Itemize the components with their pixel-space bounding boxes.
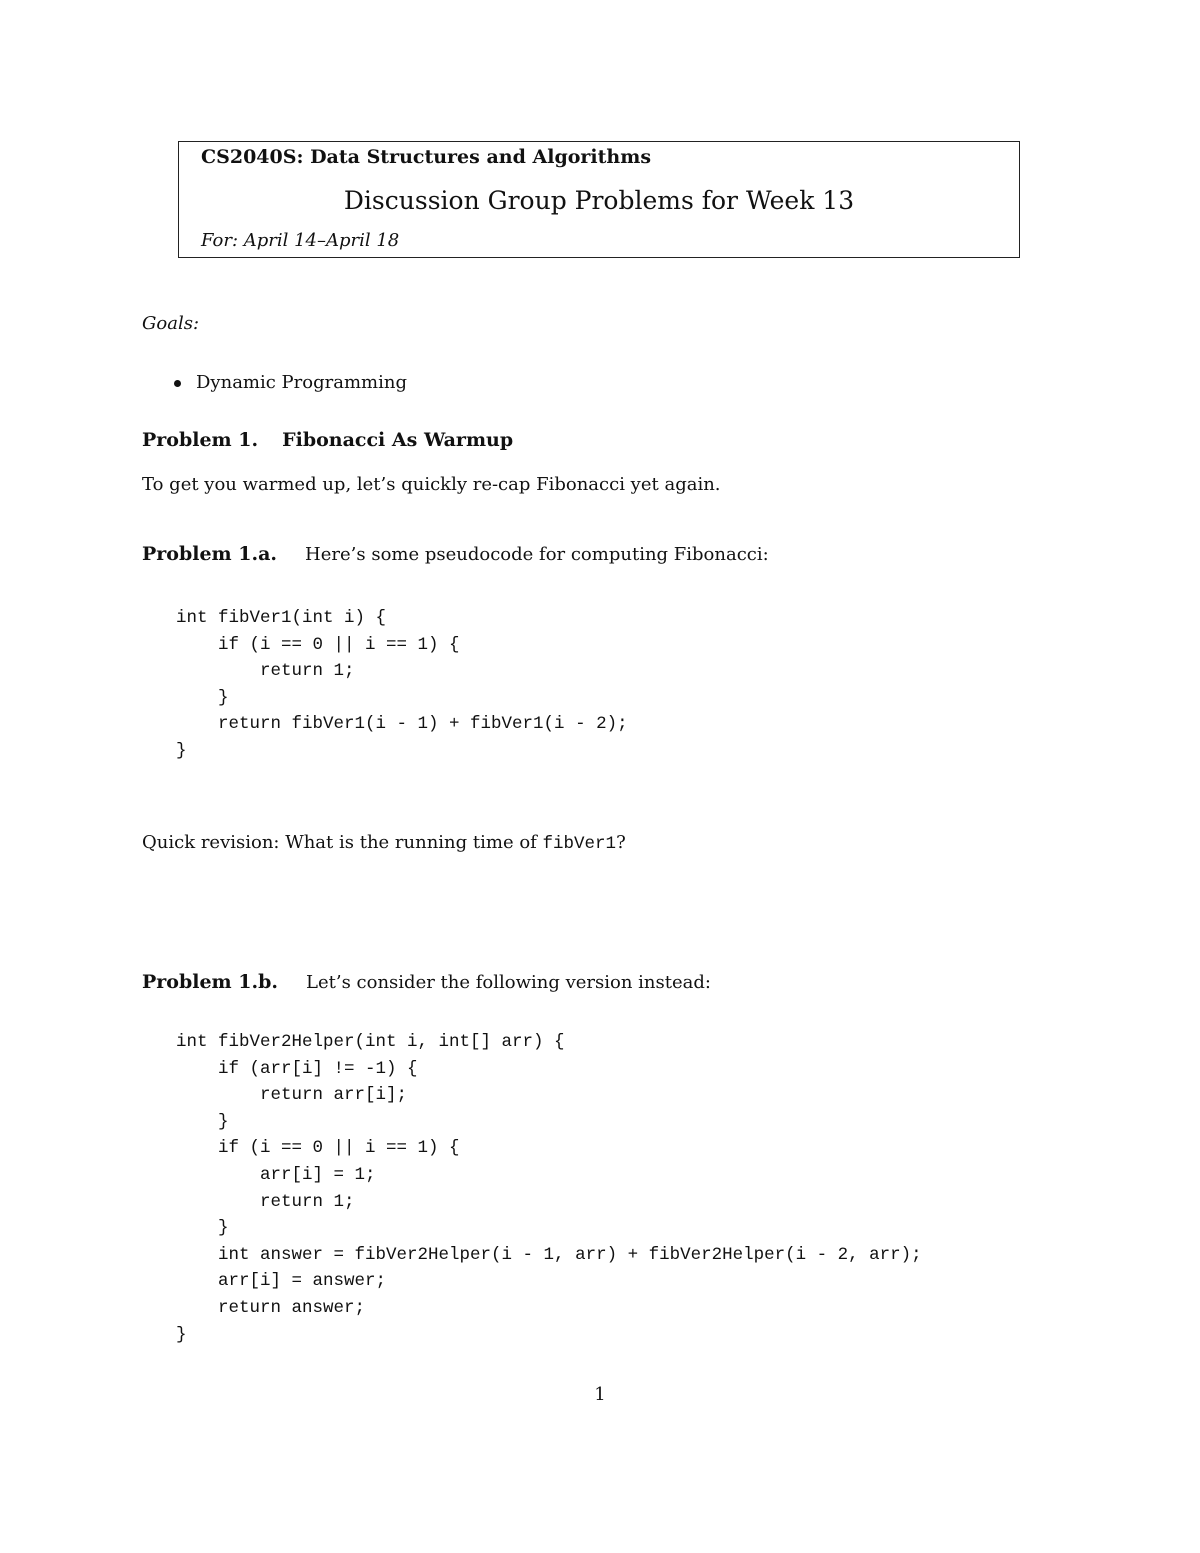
date-range: For: April 14–April 18 — [201, 230, 400, 251]
header-box — [178, 141, 1020, 258]
problem-1a-heading — [142, 543, 769, 565]
goal-item — [172, 372, 407, 393]
bullet-icon — [174, 380, 181, 387]
goals-label: Goals: — [142, 313, 200, 334]
problem-1a-lead: Here’s some pseudocode for computing Fibonacci: — [305, 544, 769, 565]
problem-1b-number: Problem 1.b. — [142, 971, 279, 993]
goal-item-text: Dynamic Programming — [196, 372, 407, 393]
document-title: Discussion Group Problems for Week 13 — [343, 186, 855, 215]
question-prefix: Quick revision: What is the running time of — [142, 832, 543, 853]
question-code: fibVer1 — [542, 834, 617, 854]
problem-1a-question — [142, 832, 626, 854]
goals-list — [172, 372, 407, 393]
page-number: 1 — [594, 1384, 606, 1405]
problem-1a-number: Problem 1.a. — [142, 543, 278, 565]
problem-1-number: Problem 1. — [142, 429, 259, 451]
problem-1-title: Fibonacci As Warmup — [282, 429, 514, 451]
code-block-fibver2helper: int fibVer2Helper(int i, int[] arr) { if (arr[i] != -1) { return arr[i]; } if (i == 0 || i == 1) { arr[i] = 1; return 1; } int answer = fibVer2Helper(i - 1, arr) + fibVer2Helper(i - 2, arr); arr[i] = answer; return answer; } — [176, 1032, 922, 1345]
question-suffix: ? — [616, 832, 626, 853]
code-block-fibver1: int fibVer1(int i) { if (i == 0 || i == 1) { return 1; } return fibVer1(i - 1) + fibVer1(i - 2); } — [176, 608, 628, 761]
course-title: CS2040S: Data Structures and Algorithms — [201, 146, 652, 168]
problem-1b-heading — [142, 971, 711, 993]
problem-1b-lead: Let’s consider the following version instead: — [306, 972, 711, 993]
problem-1-heading — [142, 429, 513, 451]
problem-1-intro: To get you warmed up, let’s quickly re-cap Fibonacci yet again. — [142, 474, 721, 495]
